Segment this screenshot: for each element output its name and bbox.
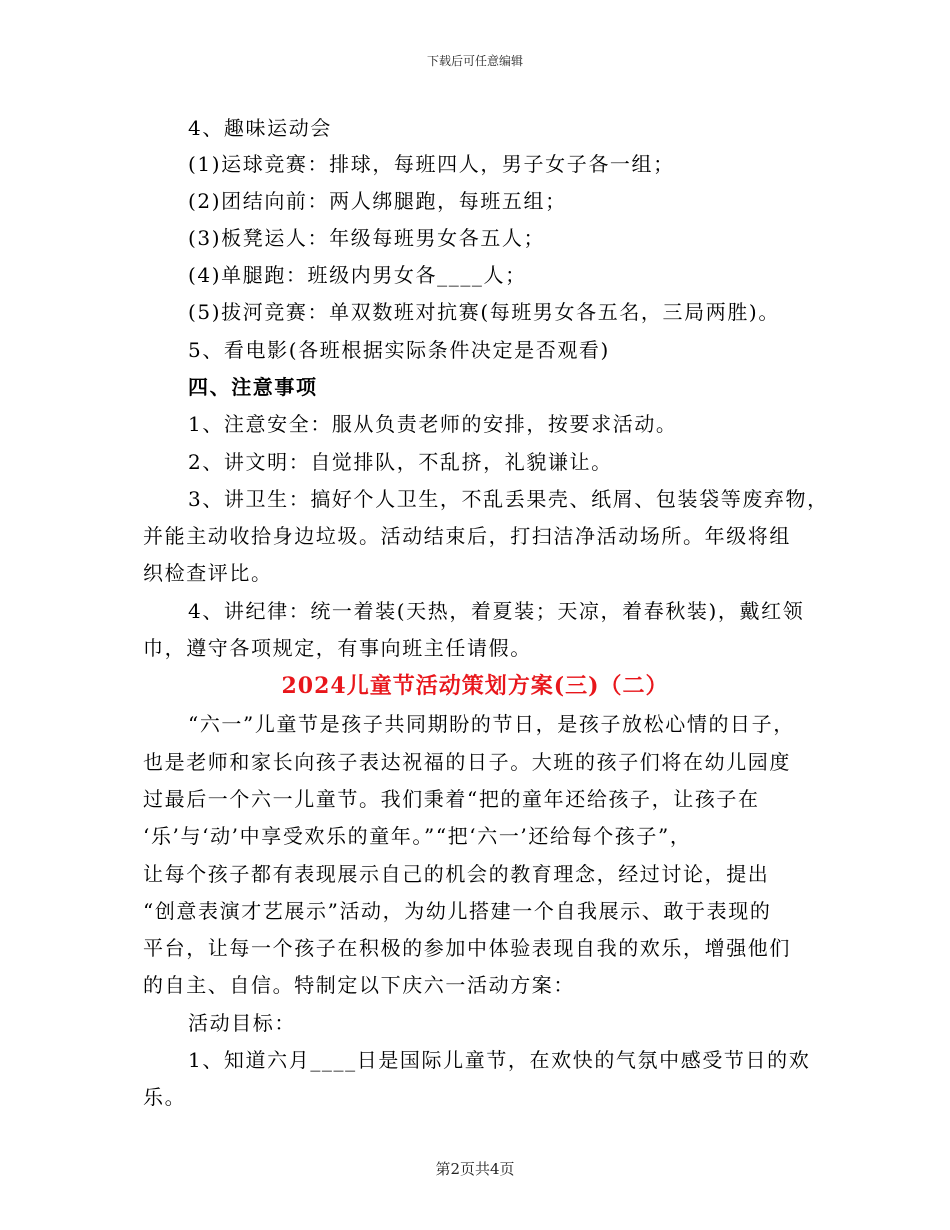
note-discipline-line2: 巾，遵守各项规定，有事向班主任请假。: [143, 636, 532, 660]
intro-line-3: 过最后一个六一儿童节。我们秉着“把的童年还给孩子，让孩子在: [143, 787, 760, 811]
note-hygiene-line3: 织检查评比。: [143, 561, 273, 585]
note-discipline-line1: 4、讲纪律：统一着装(天热，着夏装；天凉，着春秋装)，戴红领: [188, 599, 805, 623]
page-footer: 第2页共4页: [435, 1160, 515, 1178]
item-fun-sports: 4、趣味运动会: [188, 116, 332, 140]
note-hygiene-line1: 3、讲卫生：搞好个人卫生，不乱丢果壳、纸屑、包装袋等废弃物，: [188, 487, 829, 511]
item-bench-carry: (3)板凳运人：年级每班男女各五人；: [188, 226, 546, 250]
note-hygiene-line2: 并能主动收拾身边垃圾。活动结束后，打扫洁净活动场所。年级将组: [143, 524, 791, 548]
note-safety: 1、注意安全：服从负责老师的安排，按要求活动。: [188, 412, 678, 436]
item-movie: 5、看电影(各班根据实际条件决定是否观看): [188, 338, 610, 362]
intro-line-5: 让每个孩子都有表现展示自己的机会的教育理念，经过讨论，提出: [143, 862, 770, 886]
item-ball-race: (1)运球竞赛：排球，每班四人，男子女子各一组；: [188, 152, 675, 176]
item-tug-of-war: (5)拔河竞赛：单双数班对抗赛(每班男女各五名，三局两胜)。: [188, 300, 780, 324]
goal-1-line1: 1、知道六月____日是国际儿童节，在欢快的气氛中感受节日的欢: [188, 1048, 811, 1072]
item-one-leg-run: (4)单腿跑：班级内男女各____人；: [188, 263, 527, 287]
document-title: 2024儿童节活动策划方案(三)（二）: [281, 673, 669, 699]
intro-line-6: “创意表演才艺展示”活动，为幼儿搭建一个自我展示、敢于表现的: [143, 899, 772, 923]
intro-line-7: 平台，让每一个孩子在积极的参加中体验表现自我的欢乐，增强他们: [143, 936, 791, 960]
intro-line-4: ‘乐’与‘动’中享受欢乐的童年。”“把‘六一’还给每个孩子”，: [143, 824, 692, 848]
goals-heading: 活动目标：: [188, 1011, 296, 1035]
goal-1-line2: 乐。: [143, 1085, 187, 1109]
intro-line-8: 的自主、自信。特制定以下庆六一活动方案：: [143, 973, 575, 997]
intro-line-2: 也是老师和家长向孩子表达祝福的日子。大班的孩子们将在幼儿园度: [143, 750, 791, 774]
page-header: 下载后可任意编辑: [426, 54, 523, 68]
item-team-forward: (2)团结向前：两人绑腿跑，每班五组；: [188, 189, 567, 213]
section-heading-notes: 四、注意事项: [188, 375, 318, 399]
note-civility: 2、讲文明：自觉排队，不乱挤，礼貌谦让。: [188, 450, 613, 474]
intro-line-1: “六一”儿童节是孩子共同期盼的节日，是孩子放松心情的日子，: [188, 712, 795, 736]
